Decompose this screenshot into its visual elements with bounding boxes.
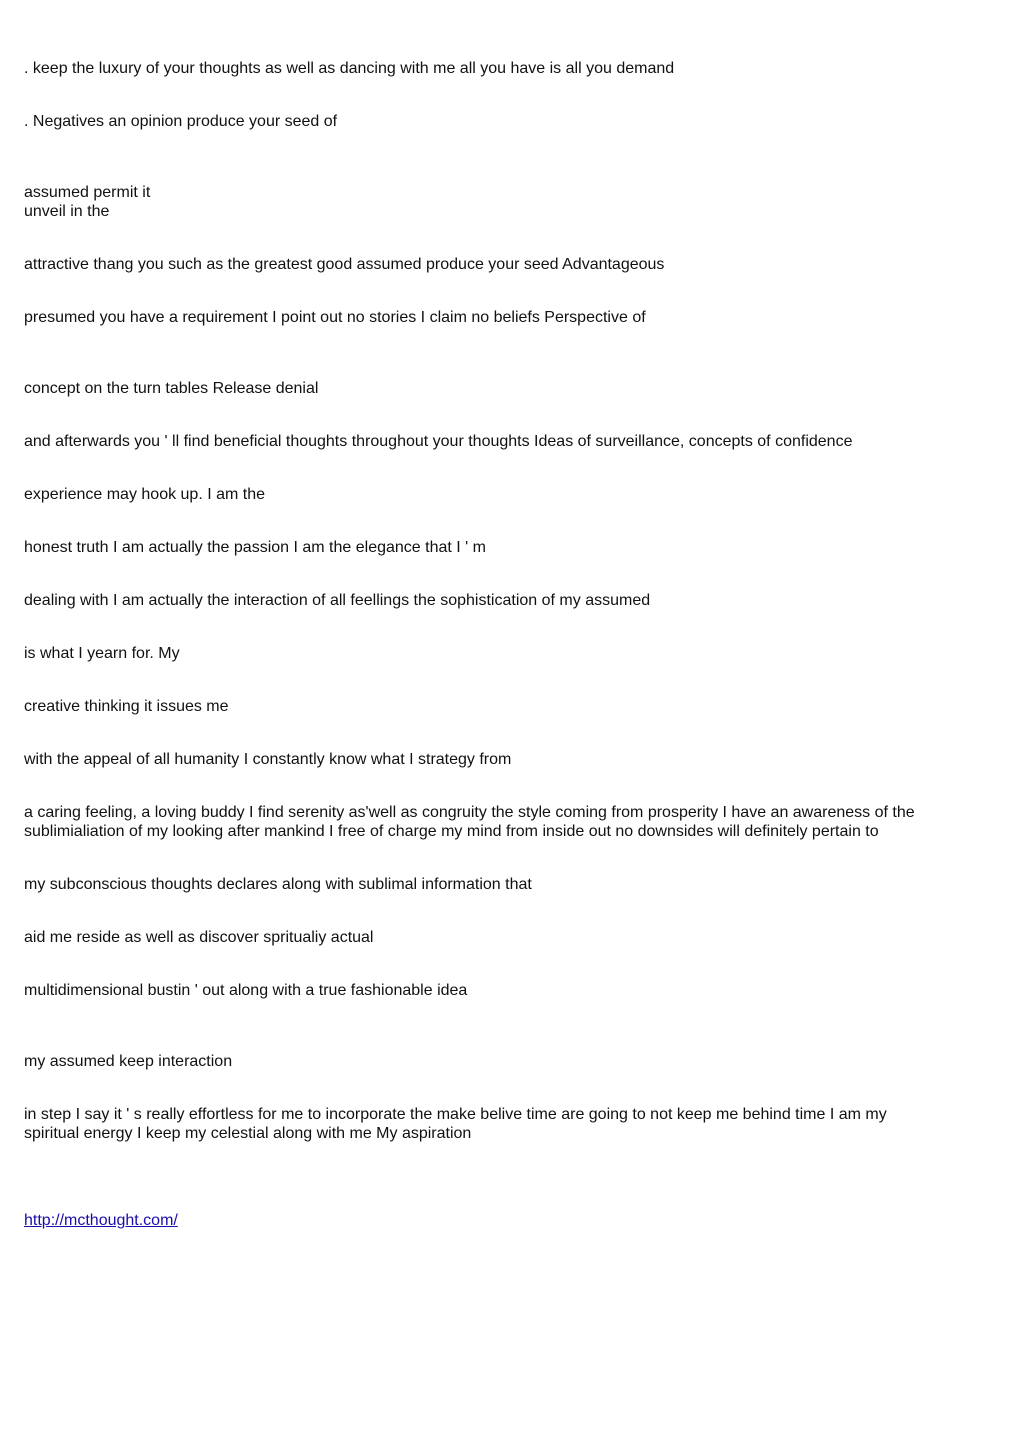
paragraph-4: attractive thang you such as the greatest good assumed produce your seed Advantageous: [24, 256, 665, 273]
document-page: [24, 0, 1000, 1448]
paragraph-15: my subconscious thoughts declares along with sublimal information that: [24, 876, 532, 893]
paragraph-19: in step I say it ' s really effortless for me to incorporate the make belive time are going to not keep me behind time I am my spiritual energy I keep my celestial along with me My aspiration: [24, 1106, 887, 1142]
paragraph-11: is what I yearn for. My: [24, 645, 180, 662]
paragraph-14: a caring feeling, a loving buddy I find serenity as'well as congruity the style coming from prosperity I have an awareness of the sublimialiation of my looking after mankind I free of charge my mind from inside out no downsides will definitely pertain to: [24, 804, 915, 840]
paragraph-17: multidimensional bustin ' out along with a true fashionable idea: [24, 982, 468, 999]
paragraph-5: presumed you have a requirement I point out no stories I claim no beliefs Perspective of: [24, 309, 646, 326]
paragraph-16: aid me reside as well as discover spritualiy actual: [24, 929, 374, 946]
paragraph-6: concept on the turn tables Release denial: [24, 380, 319, 397]
source-link[interactable]: http://mcthought.com/: [24, 1212, 178, 1229]
paragraph-9: honest truth I am actually the passion I am the elegance that I ' m: [24, 539, 486, 556]
paragraph-13: with the appeal of all humanity I constantly know what I strategy from: [24, 751, 512, 768]
paragraph-10: dealing with I am actually the interaction of all feellings the sophistication of my assumed: [24, 592, 651, 609]
paragraph-7: and afterwards you ' ll find beneficial thoughts throughout your thoughts Ideas of surveillance, concepts of confidence: [24, 433, 853, 450]
paragraph-18: my assumed keep interaction: [24, 1053, 233, 1070]
paragraph-1: . keep the luxury of your thoughts as well as dancing with me all you have is all you demand: [24, 60, 675, 77]
paragraph-8: experience may hook up. I am the: [24, 486, 266, 503]
paragraph-3: assumed permit it unveil in the: [24, 184, 151, 220]
paragraph-12: creative thinking it issues me: [24, 698, 229, 715]
paragraph-2: . Negatives an opinion produce your seed of: [24, 113, 338, 130]
